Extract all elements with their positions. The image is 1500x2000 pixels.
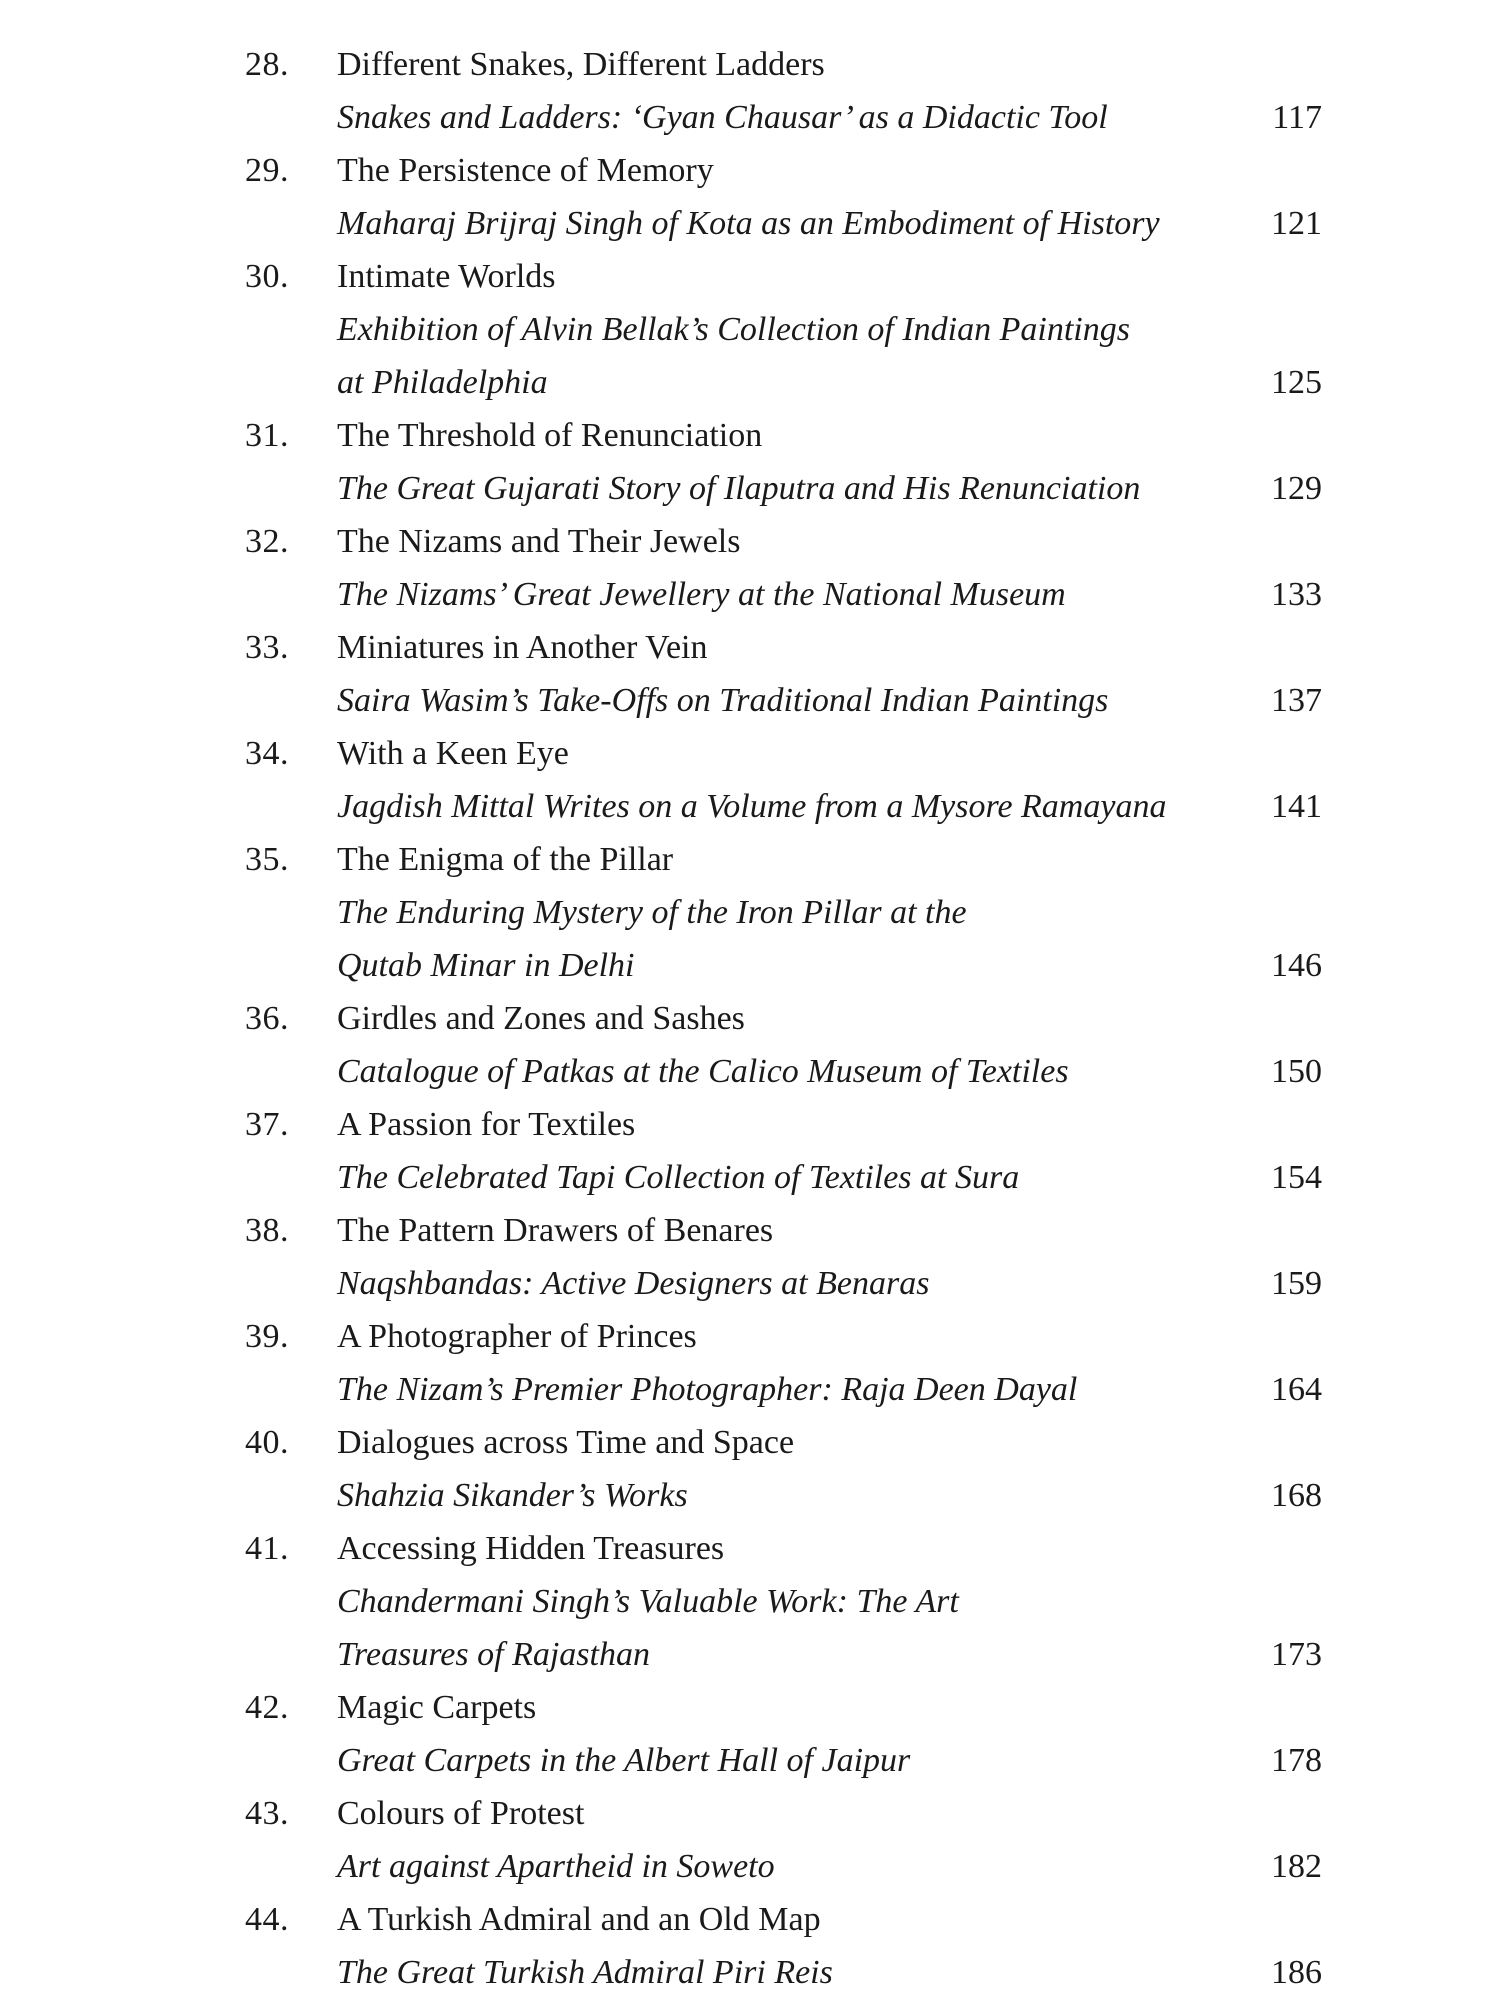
- chapter-number: 43.: [245, 1795, 289, 1832]
- toc-subtitle-line: [245, 303, 1340, 356]
- chapter-subtitle: Naqshbandas: Active Designers at Benaras: [337, 1265, 930, 1302]
- chapter-subtitle: The Nizams’ Great Jewellery at the National Museum: [337, 576, 1066, 613]
- page-number: 182: [1271, 1848, 1322, 1885]
- chapter-title: A Photographer of Princes: [337, 1318, 697, 1355]
- chapter-title: A Passion for Textiles: [337, 1106, 636, 1143]
- toc-subtitle-line: [245, 886, 1340, 939]
- toc-subtitle-line: [245, 1840, 1340, 1893]
- page-number: 178: [1271, 1742, 1322, 1779]
- chapter-number: 29.: [245, 152, 289, 189]
- toc-subtitle-line: [245, 356, 1340, 409]
- toc-entry: [245, 1098, 1340, 1204]
- chapter-subtitle: The Great Turkish Admiral Piri Reis: [337, 1954, 833, 1991]
- page-number: 121: [1271, 205, 1322, 242]
- toc-subtitle-line: [245, 91, 1340, 144]
- toc-subtitle-line: [245, 1575, 1340, 1628]
- toc-subtitle-line: [245, 1628, 1340, 1681]
- chapter-subtitle: Maharaj Brijraj Singh of Kota as an Embodiment of History: [337, 205, 1160, 242]
- toc-title-line: [245, 1522, 1340, 1575]
- toc-subtitle-line: [245, 780, 1340, 833]
- page-number: 154: [1271, 1159, 1322, 1196]
- toc-entry: [245, 992, 1340, 1098]
- page-number: 168: [1271, 1477, 1322, 1514]
- toc-title-line: [245, 1893, 1340, 1946]
- chapter-title: Intimate Worlds: [337, 258, 556, 295]
- chapter-number: 40.: [245, 1424, 289, 1461]
- chapter-subtitle: Jagdish Mittal Writes on a Volume from a Mysore Ramayana: [337, 788, 1167, 825]
- toc-entry: [245, 621, 1340, 727]
- chapter-number: 35.: [245, 841, 289, 878]
- toc-title-line: [245, 833, 1340, 886]
- chapter-subtitle: at Philadelphia: [337, 364, 548, 401]
- toc-title-line: [245, 1681, 1340, 1734]
- page-number: 159: [1271, 1265, 1322, 1302]
- toc-title-line: [245, 250, 1340, 303]
- page-number: 133: [1271, 576, 1322, 613]
- toc-entry: [245, 1416, 1340, 1522]
- toc-subtitle-line: [245, 568, 1340, 621]
- page-number: 129: [1271, 470, 1322, 507]
- page-number: 125: [1271, 364, 1322, 401]
- chapter-number: 33.: [245, 629, 289, 666]
- page-number: 150: [1271, 1053, 1322, 1090]
- chapter-title: Magic Carpets: [337, 1689, 537, 1726]
- chapter-title: Accessing Hidden Treasures: [337, 1530, 725, 1567]
- chapter-number: 38.: [245, 1212, 289, 1249]
- chapter-number: 30.: [245, 258, 289, 295]
- toc-subtitle-line: [245, 462, 1340, 515]
- toc-entry: [245, 38, 1340, 144]
- chapter-subtitle: Snakes and Ladders: ‘Gyan Chausar’ as a Didactic Tool: [337, 99, 1108, 136]
- toc-subtitle-line: [245, 939, 1340, 992]
- toc-subtitle-line: [245, 1151, 1340, 1204]
- toc-title-line: [245, 1787, 1340, 1840]
- chapter-subtitle: The Celebrated Tapi Collection of Textiles at Sura: [337, 1159, 1020, 1196]
- toc-entry: [245, 515, 1340, 621]
- chapter-number: 28.: [245, 46, 289, 83]
- toc-subtitle-line: [245, 674, 1340, 727]
- chapter-title: The Enigma of the Pillar: [337, 841, 674, 878]
- chapter-subtitle: Exhibition of Alvin Bellak’s Collection of Indian Paintings: [337, 311, 1130, 348]
- toc-entry: [245, 409, 1340, 515]
- table-of-contents: [245, 38, 1340, 1999]
- chapter-number: 36.: [245, 1000, 289, 1037]
- toc-title-line: [245, 992, 1340, 1045]
- chapter-subtitle: Shahzia Sikander’s Works: [337, 1477, 688, 1514]
- page-number: 117: [1272, 99, 1322, 136]
- chapter-number: 41.: [245, 1530, 289, 1567]
- chapter-title: Miniatures in Another Vein: [337, 629, 708, 666]
- toc-subtitle-line: [245, 1469, 1340, 1522]
- page-number: 186: [1271, 1954, 1322, 1991]
- toc-entry: [245, 1310, 1340, 1416]
- toc-title-line: [245, 515, 1340, 568]
- chapter-number: 42.: [245, 1689, 289, 1726]
- chapter-number: 34.: [245, 735, 289, 772]
- chapter-subtitle: Qutab Minar in Delhi: [337, 947, 635, 984]
- toc-subtitle-line: [245, 1946, 1340, 1999]
- chapter-subtitle: Saira Wasim’s Take-Offs on Traditional Indian Paintings: [337, 682, 1109, 719]
- chapter-title: Girdles and Zones and Sashes: [337, 1000, 745, 1037]
- toc-title-line: [245, 1204, 1340, 1257]
- chapter-title: Dialogues across Time and Space: [337, 1424, 795, 1461]
- toc-entry: [245, 144, 1340, 250]
- toc-subtitle-line: [245, 1045, 1340, 1098]
- toc-title-line: [245, 144, 1340, 197]
- chapter-number: 32.: [245, 523, 289, 560]
- page-number: 141: [1271, 788, 1322, 825]
- chapter-title: The Persistence of Memory: [337, 152, 714, 189]
- toc-entry: [245, 1204, 1340, 1310]
- toc-title-line: [245, 1416, 1340, 1469]
- toc-entry: [245, 1893, 1340, 1999]
- toc-title-line: [245, 38, 1340, 91]
- chapter-number: 44.: [245, 1901, 289, 1938]
- chapter-number: 39.: [245, 1318, 289, 1355]
- toc-title-line: [245, 409, 1340, 462]
- chapter-subtitle: The Nizam’s Premier Photographer: Raja Deen Dayal: [337, 1371, 1078, 1408]
- chapter-subtitle: Treasures of Rajasthan: [337, 1636, 650, 1673]
- page-number: 146: [1271, 947, 1322, 984]
- toc-subtitle-line: [245, 1257, 1340, 1310]
- chapter-number: 31.: [245, 417, 289, 454]
- page-number: 173: [1271, 1636, 1322, 1673]
- toc-entry: [245, 1681, 1340, 1787]
- toc-entry: [245, 1522, 1340, 1681]
- chapter-subtitle: The Enduring Mystery of the Iron Pillar at the: [337, 894, 967, 931]
- chapter-subtitle: Great Carpets in the Albert Hall of Jaipur: [337, 1742, 911, 1779]
- toc-title-line: [245, 621, 1340, 674]
- chapter-title: The Threshold of Renunciation: [337, 417, 763, 454]
- toc-subtitle-line: [245, 1734, 1340, 1787]
- toc-entry: [245, 1787, 1340, 1893]
- chapter-title: The Pattern Drawers of Benares: [337, 1212, 774, 1249]
- chapter-subtitle: The Great Gujarati Story of Ilaputra and His Renunciation: [337, 470, 1141, 507]
- chapter-title: With a Keen Eye: [337, 735, 569, 772]
- chapter-title: Different Snakes, Different Ladders: [337, 46, 825, 83]
- chapter-title: The Nizams and Their Jewels: [337, 523, 741, 560]
- toc-title-line: [245, 1098, 1340, 1151]
- chapter-subtitle: Chandermani Singh’s Valuable Work: The Art: [337, 1583, 959, 1620]
- chapter-subtitle: Catalogue of Patkas at the Calico Museum of Textiles: [337, 1053, 1069, 1090]
- chapter-title: A Turkish Admiral and an Old Map: [337, 1901, 821, 1938]
- chapter-title: Colours of Protest: [337, 1795, 585, 1832]
- chapter-number: 37.: [245, 1106, 289, 1143]
- toc-entry: [245, 833, 1340, 992]
- toc-title-line: [245, 1310, 1340, 1363]
- page-number: 137: [1271, 682, 1322, 719]
- toc-entry: [245, 250, 1340, 409]
- page-number: 164: [1271, 1371, 1322, 1408]
- toc-subtitle-line: [245, 1363, 1340, 1416]
- chapter-subtitle: Art against Apartheid in Soweto: [337, 1848, 775, 1885]
- toc-entry: [245, 727, 1340, 833]
- toc-title-line: [245, 727, 1340, 780]
- toc-subtitle-line: [245, 197, 1340, 250]
